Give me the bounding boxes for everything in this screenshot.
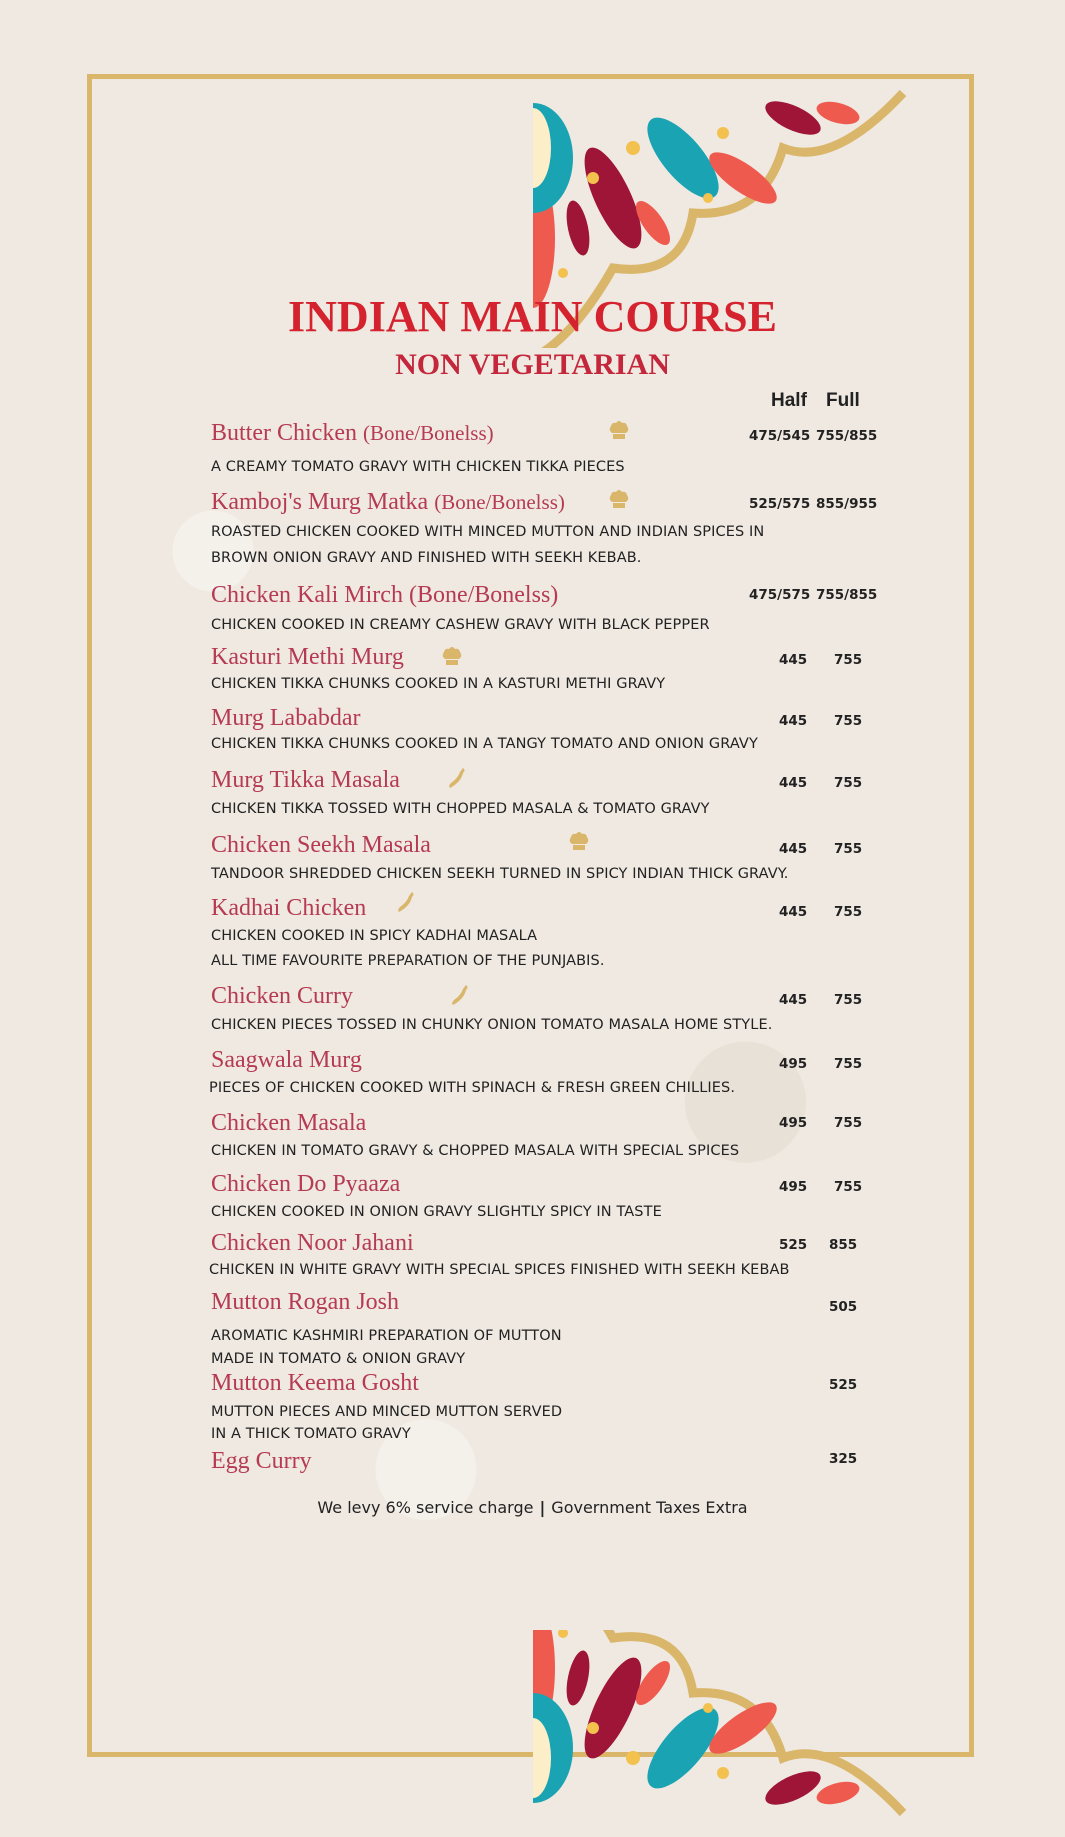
price-half: 495 xyxy=(779,1115,808,1131)
item-description: CHICKEN TIKKA CHUNKS COOKED IN A KASTURI METHI GRAVY xyxy=(211,676,666,692)
chef-hat-icon xyxy=(607,419,631,443)
price-half: 445 xyxy=(779,904,808,920)
mandala-ornament-bottom xyxy=(153,1528,913,1828)
item-description: CHICKEN TIKKA TOSSED WITH CHOPPED MASALA & TOMATO GRAVY xyxy=(211,801,710,817)
footer-note xyxy=(0,1498,1065,1517)
chilli-icon xyxy=(448,983,472,1007)
price-full: 755 xyxy=(834,1179,863,1195)
price-half: 495 xyxy=(779,1179,808,1195)
price-full: 525 xyxy=(829,1377,858,1393)
price-full: 325 xyxy=(829,1451,858,1467)
price-half: 525 xyxy=(779,1237,808,1253)
item-description: TANDOOR SHREDDED CHICKEN SEEKH TURNED IN SPICY INDIAN THICK GRAVY. xyxy=(211,866,789,882)
footer-separator: | xyxy=(539,1498,546,1517)
price-full: 755/855 xyxy=(816,428,878,444)
menu-item-name: Butter Chicken (Bone/Bonelss) xyxy=(211,420,494,446)
chilli-icon xyxy=(445,766,469,790)
column-header-full: Full xyxy=(826,390,860,411)
price-full: 755 xyxy=(834,841,863,857)
item-description: CHICKEN TIKKA CHUNKS COOKED IN A TANGY TOMATO AND ONION GRAVY xyxy=(211,736,758,752)
item-description: CHICKEN IN WHITE GRAVY WITH SPECIAL SPICES FINISHED WITH SEEKH KEBAB xyxy=(209,1262,790,1278)
item-description: CHICKEN COOKED IN CREAMY CASHEW GRAVY WITH BLACK PEPPER xyxy=(211,617,710,633)
menu-item-name: Chicken Noor Jahani xyxy=(211,1230,414,1256)
menu-item-name: Saagwala Murg xyxy=(211,1047,362,1073)
price-full: 755 xyxy=(834,992,863,1008)
price-half: 475/575 xyxy=(749,587,811,603)
tax-note: Government Taxes Extra xyxy=(551,1498,748,1517)
menu-item-name: Kadhai Chicken xyxy=(211,895,367,921)
item-description: IN A THICK TOMATO GRAVY xyxy=(211,1426,411,1442)
menu-item-name: Chicken Curry xyxy=(211,983,353,1009)
menu-item-name: Kamboj's Murg Matka (Bone/Bonelss) xyxy=(211,489,565,515)
menu-item-name: Chicken Seekh Masala xyxy=(211,832,431,858)
price-half: 445 xyxy=(779,992,808,1008)
price-full: 855/955 xyxy=(816,496,878,512)
menu-item-name: Chicken Masala xyxy=(211,1110,367,1136)
menu-item-name: Chicken Do Pyaaza xyxy=(211,1171,401,1197)
item-description: BROWN ONION GRAVY AND FINISHED WITH SEEKH KEBAB. xyxy=(211,550,642,566)
price-half: 445 xyxy=(779,713,808,729)
item-description: CHICKEN PIECES TOSSED IN CHUNKY ONION TOMATO MASALA HOME STYLE. xyxy=(211,1017,773,1033)
price-half: 525/575 xyxy=(749,496,811,512)
price-full: 755 xyxy=(834,652,863,668)
price-full: 755/855 xyxy=(816,587,878,603)
item-description: CHICKEN COOKED IN ONION GRAVY SLIGHTLY SPICY IN TASTE xyxy=(211,1204,662,1220)
menu-item-name: Mutton Rogan Josh xyxy=(211,1289,400,1315)
price-half: 495 xyxy=(779,1056,808,1072)
item-description: CHICKEN IN TOMATO GRAVY & CHOPPED MASALA WITH SPECIAL SPICES xyxy=(211,1143,740,1159)
item-description: ALL TIME FAVOURITE PREPARATION OF THE PUNJABIS. xyxy=(211,953,605,969)
price-full: 755 xyxy=(834,1056,863,1072)
item-description: A CREAMY TOMATO GRAVY WITH CHICKEN TIKKA PIECES xyxy=(211,459,625,475)
menu-item-name: Kasturi Methi Murg xyxy=(211,644,404,670)
menu-item-name: Egg Curry xyxy=(211,1448,312,1474)
menu-subtitle: NON VEGETARIAN xyxy=(395,348,670,381)
price-full: 755 xyxy=(834,775,863,791)
menu-item-name: Chicken Kali Mirch (Bone/Bonelss) xyxy=(211,582,559,608)
item-description: CHICKEN COOKED IN SPICY KADHAI MASALA xyxy=(211,928,538,944)
chef-hat-icon xyxy=(567,830,591,854)
item-description: PIECES OF CHICKEN COOKED WITH SPINACH & FRESH GREEN CHILLIES. xyxy=(209,1080,736,1096)
price-half: 445 xyxy=(779,652,808,668)
menu-item-name: Mutton Keema Gosht xyxy=(211,1370,419,1396)
chilli-icon xyxy=(394,890,418,914)
menu-item-name: Murg Tikka Masala xyxy=(211,767,400,793)
price-full: 855 xyxy=(829,1237,858,1253)
price-half: 445 xyxy=(779,841,808,857)
price-full: 755 xyxy=(834,904,863,920)
item-description: MADE IN TOMATO & ONION GRAVY xyxy=(211,1351,466,1367)
menu-title: INDIAN MAIN COURSE xyxy=(288,292,777,341)
item-description: ROASTED CHICKEN COOKED WITH MINCED MUTTON AND INDIAN SPICES IN xyxy=(211,524,765,540)
chef-hat-icon xyxy=(607,488,631,512)
price-full: 755 xyxy=(834,1115,863,1131)
service-charge-note: We levy 6% service charge xyxy=(317,1498,534,1517)
price-half: 475/545 xyxy=(749,428,811,444)
item-description: AROMATIC KASHMIRI PREPARATION OF MUTTON xyxy=(211,1328,562,1344)
menu-item-name: Murg Lababdar xyxy=(211,705,361,731)
price-full: 755 xyxy=(834,713,863,729)
price-full: 505 xyxy=(829,1299,858,1315)
price-half: 445 xyxy=(779,775,808,791)
item-description: MUTTON PIECES AND MINCED MUTTON SERVED xyxy=(211,1404,563,1420)
chef-hat-icon xyxy=(440,645,464,669)
column-header-half: Half xyxy=(771,390,807,411)
